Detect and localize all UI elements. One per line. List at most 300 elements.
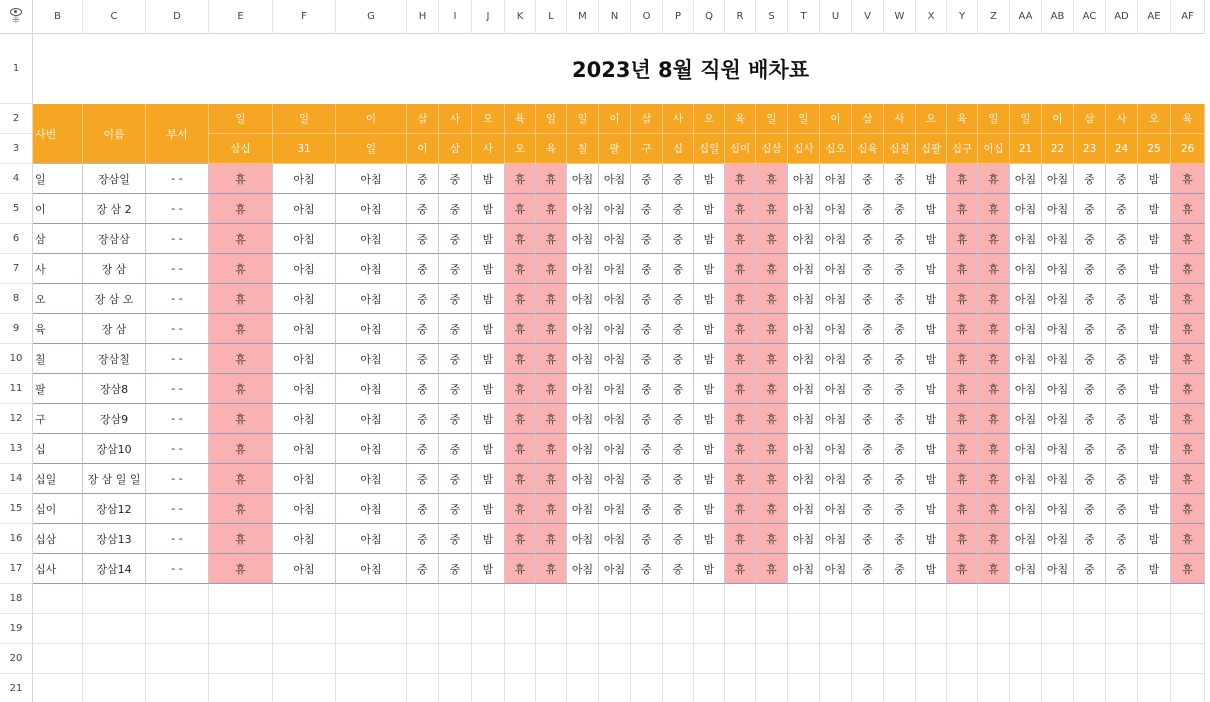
header-date[interactable]: 이십 <box>978 134 1010 164</box>
shift-cell-rest[interactable]: 휴 <box>505 374 536 404</box>
shift-cell[interactable]: 아침 <box>820 554 852 584</box>
shift-cell[interactable]: 중 <box>1106 554 1138 584</box>
empty-cell[interactable] <box>567 644 599 674</box>
employee-name-cell[interactable]: 장 삼 일 일 <box>83 464 146 494</box>
shift-cell[interactable]: 중 <box>852 374 884 404</box>
column-header-V[interactable]: V <box>852 0 884 34</box>
shift-cell[interactable]: 아침 <box>336 524 407 554</box>
shift-cell[interactable]: 아침 <box>788 464 820 494</box>
shift-cell[interactable]: 아침 <box>788 254 820 284</box>
shift-cell[interactable]: 중 <box>852 464 884 494</box>
shift-cell[interactable]: 아침 <box>1010 344 1042 374</box>
shift-cell[interactable]: 아침 <box>273 524 336 554</box>
empty-cell[interactable] <box>209 674 273 702</box>
shift-cell[interactable]: 중 <box>663 434 694 464</box>
shift-cell-rest[interactable]: 휴 <box>947 194 978 224</box>
shift-cell[interactable]: 밤 <box>694 194 725 224</box>
row-header-9[interactable]: 9 <box>0 314 33 344</box>
shift-cell[interactable]: 중 <box>1074 554 1106 584</box>
shift-cell[interactable]: 밤 <box>472 344 505 374</box>
shift-cell[interactable]: 중 <box>631 254 663 284</box>
shift-cell[interactable]: 밤 <box>1138 284 1171 314</box>
header-date[interactable]: 삼 <box>439 134 472 164</box>
header-date[interactable]: 21 <box>1010 134 1042 164</box>
row-header-6[interactable]: 6 <box>0 224 33 254</box>
shift-cell[interactable]: 중 <box>439 224 472 254</box>
shift-cell[interactable]: 밤 <box>916 374 947 404</box>
empty-cell[interactable] <box>916 614 947 644</box>
shift-cell[interactable]: 아침 <box>599 374 631 404</box>
empty-cell[interactable] <box>83 614 146 644</box>
shift-cell[interactable]: 아침 <box>273 284 336 314</box>
row-header-19[interactable]: 19 <box>0 614 33 644</box>
shift-cell[interactable]: 중 <box>663 554 694 584</box>
shift-cell-rest[interactable]: 휴 <box>756 524 788 554</box>
shift-cell[interactable]: 아침 <box>599 224 631 254</box>
shift-cell[interactable]: 아침 <box>820 524 852 554</box>
employee-id-cell[interactable]: 삼 <box>33 224 83 254</box>
shift-cell[interactable]: 아침 <box>273 404 336 434</box>
empty-cell[interactable] <box>663 584 694 614</box>
empty-cell[interactable] <box>536 584 567 614</box>
header-date[interactable]: 26 <box>1171 134 1205 164</box>
shift-cell[interactable]: 아침 <box>336 194 407 224</box>
empty-cell[interactable] <box>756 644 788 674</box>
shift-cell[interactable]: 중 <box>407 314 439 344</box>
shift-cell[interactable]: 중 <box>631 224 663 254</box>
shift-cell-rest[interactable]: 휴 <box>536 344 567 374</box>
shift-cell[interactable]: 중 <box>407 554 439 584</box>
shift-cell[interactable]: 아침 <box>336 494 407 524</box>
shift-cell[interactable]: 중 <box>1074 194 1106 224</box>
header-day-of-week[interactable]: 이 <box>1042 104 1074 134</box>
shift-cell-rest[interactable]: 휴 <box>725 314 756 344</box>
empty-cell[interactable] <box>83 584 146 614</box>
empty-cell[interactable] <box>947 614 978 644</box>
shift-cell[interactable]: 아침 <box>1010 224 1042 254</box>
empty-cell[interactable] <box>631 644 663 674</box>
shift-cell-rest[interactable]: 휴 <box>209 464 273 494</box>
shift-cell[interactable]: 밤 <box>472 284 505 314</box>
empty-cell[interactable] <box>756 584 788 614</box>
shift-cell-rest[interactable]: 휴 <box>725 554 756 584</box>
employee-dept-cell[interactable]: - - <box>146 554 209 584</box>
shift-cell[interactable]: 밤 <box>916 554 947 584</box>
shift-cell[interactable]: 중 <box>631 194 663 224</box>
empty-cell[interactable] <box>788 674 820 702</box>
shift-cell[interactable]: 중 <box>1106 344 1138 374</box>
shift-cell[interactable]: 중 <box>1106 284 1138 314</box>
column-header-W[interactable]: W <box>884 0 916 34</box>
header-date[interactable]: 이 <box>407 134 439 164</box>
shift-cell[interactable]: 아침 <box>599 284 631 314</box>
employee-id-cell[interactable]: 십이 <box>33 494 83 524</box>
shift-cell[interactable]: 중 <box>884 254 916 284</box>
shift-cell[interactable]: 아침 <box>1010 254 1042 284</box>
shift-cell[interactable]: 아침 <box>599 524 631 554</box>
shift-cell[interactable]: 밤 <box>694 314 725 344</box>
shift-cell-rest[interactable]: 휴 <box>725 494 756 524</box>
empty-cell[interactable] <box>820 644 852 674</box>
empty-cell[interactable] <box>788 614 820 644</box>
shift-cell[interactable]: 중 <box>663 374 694 404</box>
shift-cell[interactable]: 중 <box>852 164 884 194</box>
empty-cell[interactable] <box>33 674 83 702</box>
header-day-of-week[interactable]: 사 <box>663 104 694 134</box>
shift-cell[interactable]: 아침 <box>820 404 852 434</box>
shift-cell[interactable]: 밤 <box>472 434 505 464</box>
shift-cell[interactable]: 중 <box>884 434 916 464</box>
shift-cell[interactable]: 아침 <box>336 464 407 494</box>
shift-cell[interactable]: 아침 <box>820 164 852 194</box>
shift-cell-rest[interactable]: 휴 <box>505 254 536 284</box>
employee-name-cell[interactable]: 장삼9 <box>83 404 146 434</box>
employee-id-cell[interactable]: 십일 <box>33 464 83 494</box>
shift-cell-rest[interactable]: 휴 <box>1171 164 1205 194</box>
shift-cell[interactable]: 아침 <box>567 194 599 224</box>
shift-cell[interactable]: 아침 <box>1010 434 1042 464</box>
shift-cell[interactable]: 중 <box>1106 524 1138 554</box>
shift-cell[interactable]: 아침 <box>273 554 336 584</box>
header-date[interactable]: 팔 <box>599 134 631 164</box>
shift-cell[interactable]: 밤 <box>916 344 947 374</box>
empty-cell[interactable] <box>1074 674 1106 702</box>
empty-cell[interactable] <box>505 584 536 614</box>
shift-cell-rest[interactable]: 휴 <box>947 494 978 524</box>
shift-cell[interactable]: 아침 <box>599 464 631 494</box>
shift-cell[interactable]: 중 <box>439 524 472 554</box>
shift-cell-rest[interactable]: 휴 <box>1171 404 1205 434</box>
header-date[interactable]: 십육 <box>852 134 884 164</box>
shift-cell[interactable]: 중 <box>663 464 694 494</box>
empty-cell[interactable] <box>916 674 947 702</box>
shift-cell[interactable]: 중 <box>852 194 884 224</box>
empty-cell[interactable] <box>1106 584 1138 614</box>
shift-cell[interactable]: 아침 <box>1042 404 1074 434</box>
header-date[interactable]: 구 <box>631 134 663 164</box>
shift-cell-rest[interactable]: 휴 <box>725 164 756 194</box>
empty-cell[interactable] <box>852 614 884 644</box>
shift-cell[interactable]: 중 <box>1074 434 1106 464</box>
empty-cell[interactable] <box>472 674 505 702</box>
employee-id-cell[interactable]: 십 <box>33 434 83 464</box>
shift-cell[interactable]: 아침 <box>567 524 599 554</box>
shift-cell-rest[interactable]: 휴 <box>978 224 1010 254</box>
empty-cell[interactable] <box>788 584 820 614</box>
shift-cell[interactable]: 아침 <box>788 314 820 344</box>
shift-cell-rest[interactable]: 휴 <box>505 464 536 494</box>
shift-cell[interactable]: 밤 <box>916 494 947 524</box>
shift-cell[interactable]: 아침 <box>820 284 852 314</box>
header-employee-id[interactable]: 사번 <box>33 104 83 164</box>
shift-cell[interactable]: 아침 <box>1042 194 1074 224</box>
shift-cell-rest[interactable]: 휴 <box>947 344 978 374</box>
shift-cell[interactable]: 아침 <box>567 254 599 284</box>
employee-dept-cell[interactable]: - - <box>146 194 209 224</box>
shift-cell[interactable]: 중 <box>407 164 439 194</box>
shift-cell[interactable]: 밤 <box>1138 524 1171 554</box>
shift-cell-rest[interactable]: 휴 <box>947 404 978 434</box>
shift-cell[interactable]: 중 <box>1074 284 1106 314</box>
row-header-11[interactable]: 11 <box>0 374 33 404</box>
shift-cell[interactable]: 아침 <box>1042 314 1074 344</box>
shift-cell[interactable]: 중 <box>1106 464 1138 494</box>
empty-cell[interactable] <box>209 614 273 644</box>
empty-cell[interactable] <box>852 644 884 674</box>
shift-cell-rest[interactable]: 휴 <box>978 284 1010 314</box>
shift-cell[interactable]: 중 <box>1106 224 1138 254</box>
shift-cell[interactable]: 중 <box>663 524 694 554</box>
shift-cell[interactable]: 밤 <box>916 314 947 344</box>
shift-cell-rest[interactable]: 휴 <box>1171 194 1205 224</box>
empty-cell[interactable] <box>1042 614 1074 644</box>
shift-cell[interactable]: 아침 <box>336 554 407 584</box>
header-day-of-week[interactable]: 이 <box>599 104 631 134</box>
header-date[interactable]: 삼십 <box>209 134 273 164</box>
shift-cell[interactable]: 중 <box>1106 434 1138 464</box>
column-header-O[interactable]: O <box>631 0 663 34</box>
employee-id-cell[interactable]: 십사 <box>33 554 83 584</box>
column-header-S[interactable]: S <box>756 0 788 34</box>
shift-cell-rest[interactable]: 휴 <box>947 524 978 554</box>
shift-cell-rest[interactable]: 휴 <box>978 524 1010 554</box>
column-header-AA[interactable]: AA <box>1010 0 1042 34</box>
shift-cell-rest[interactable]: 휴 <box>536 314 567 344</box>
shift-cell[interactable]: 중 <box>407 344 439 374</box>
shift-cell[interactable]: 밤 <box>694 344 725 374</box>
header-day-of-week[interactable]: 육 <box>1171 104 1205 134</box>
shift-cell[interactable]: 중 <box>1106 314 1138 344</box>
row-header-2[interactable]: 2 <box>0 104 33 134</box>
header-day-of-week[interactable]: 삼 <box>1074 104 1106 134</box>
shift-cell[interactable]: 중 <box>852 494 884 524</box>
shift-cell[interactable]: 아침 <box>1042 554 1074 584</box>
sheet-title[interactable]: 2023년 8월 직원 배차표 <box>33 34 1205 104</box>
shift-cell-rest[interactable]: 휴 <box>1171 524 1205 554</box>
column-header-Q[interactable]: Q <box>694 0 725 34</box>
header-day-of-week[interactable]: 오 <box>1138 104 1171 134</box>
employee-dept-cell[interactable]: - - <box>146 314 209 344</box>
shift-cell[interactable]: 밤 <box>1138 164 1171 194</box>
column-header-M[interactable]: M <box>567 0 599 34</box>
header-date[interactable]: 십삼 <box>756 134 788 164</box>
shift-cell[interactable]: 아침 <box>567 404 599 434</box>
empty-cell[interactable] <box>725 614 756 644</box>
shift-cell[interactable]: 중 <box>407 404 439 434</box>
shift-cell[interactable]: 밤 <box>472 224 505 254</box>
empty-cell[interactable] <box>407 614 439 644</box>
row-header-4[interactable]: 4 <box>0 164 33 194</box>
shift-cell[interactable]: 중 <box>631 464 663 494</box>
empty-cell[interactable] <box>947 584 978 614</box>
shift-cell[interactable]: 아침 <box>1010 494 1042 524</box>
header-date[interactable]: 22 <box>1042 134 1074 164</box>
shift-cell-rest[interactable]: 휴 <box>505 494 536 524</box>
empty-cell[interactable] <box>536 644 567 674</box>
column-header-I[interactable]: I <box>439 0 472 34</box>
shift-cell[interactable]: 중 <box>1074 464 1106 494</box>
header-department[interactable]: 부서 <box>146 104 209 164</box>
column-header-H[interactable]: H <box>407 0 439 34</box>
shift-cell-rest[interactable]: 휴 <box>725 404 756 434</box>
shift-cell[interactable]: 밤 <box>1138 494 1171 524</box>
shift-cell[interactable]: 중 <box>1106 374 1138 404</box>
shift-cell-rest[interactable]: 휴 <box>725 284 756 314</box>
empty-cell[interactable] <box>439 644 472 674</box>
shift-cell[interactable]: 아침 <box>336 254 407 284</box>
shift-cell[interactable]: 중 <box>852 314 884 344</box>
shift-cell-rest[interactable]: 휴 <box>725 344 756 374</box>
empty-cell[interactable] <box>663 674 694 702</box>
shift-cell-rest[interactable]: 휴 <box>947 254 978 284</box>
empty-cell[interactable] <box>83 644 146 674</box>
header-day-of-week[interactable]: 일 <box>978 104 1010 134</box>
empty-cell[interactable] <box>884 644 916 674</box>
shift-cell[interactable]: 아침 <box>599 404 631 434</box>
shift-cell-rest[interactable]: 휴 <box>756 494 788 524</box>
shift-cell[interactable]: 중 <box>663 254 694 284</box>
empty-cell[interactable] <box>1042 674 1074 702</box>
shift-cell[interactable]: 밤 <box>916 164 947 194</box>
empty-cell[interactable] <box>439 584 472 614</box>
shift-cell[interactable]: 밤 <box>694 464 725 494</box>
shift-cell[interactable]: 중 <box>663 164 694 194</box>
employee-dept-cell[interactable]: - - <box>146 224 209 254</box>
shift-cell-rest[interactable]: 휴 <box>756 464 788 494</box>
shift-cell[interactable]: 밤 <box>1138 464 1171 494</box>
shift-cell[interactable]: 아침 <box>273 224 336 254</box>
header-day-of-week[interactable]: 이 <box>336 104 407 134</box>
shift-cell[interactable]: 아침 <box>788 524 820 554</box>
empty-cell[interactable] <box>631 614 663 644</box>
shift-cell[interactable]: 아침 <box>273 164 336 194</box>
column-header-B[interactable]: B <box>33 0 83 34</box>
empty-cell[interactable] <box>472 584 505 614</box>
row-header-5[interactable]: 5 <box>0 194 33 224</box>
employee-dept-cell[interactable]: - - <box>146 434 209 464</box>
shift-cell[interactable]: 아침 <box>1042 524 1074 554</box>
shift-cell[interactable]: 아침 <box>1010 404 1042 434</box>
shift-cell[interactable]: 중 <box>631 434 663 464</box>
shift-cell[interactable]: 중 <box>631 524 663 554</box>
empty-cell[interactable] <box>567 584 599 614</box>
shift-cell-rest[interactable]: 휴 <box>505 554 536 584</box>
shift-cell[interactable]: 밤 <box>916 254 947 284</box>
shift-cell[interactable]: 아침 <box>1010 194 1042 224</box>
empty-cell[interactable] <box>947 644 978 674</box>
empty-cell[interactable] <box>439 614 472 644</box>
shift-cell-rest[interactable]: 휴 <box>209 254 273 284</box>
column-header-J[interactable]: J <box>472 0 505 34</box>
shift-cell-rest[interactable]: 휴 <box>756 554 788 584</box>
shift-cell[interactable]: 아침 <box>273 344 336 374</box>
shift-cell[interactable]: 아침 <box>336 404 407 434</box>
shift-cell[interactable]: 아침 <box>1010 464 1042 494</box>
column-header-AD[interactable]: AD <box>1106 0 1138 34</box>
shift-cell[interactable]: 아침 <box>336 374 407 404</box>
shift-cell-rest[interactable]: 휴 <box>947 374 978 404</box>
shift-cell[interactable]: 아침 <box>1042 494 1074 524</box>
shift-cell-rest[interactable]: 휴 <box>209 434 273 464</box>
employee-dept-cell[interactable]: - - <box>146 254 209 284</box>
shift-cell[interactable]: 밤 <box>694 404 725 434</box>
shift-cell-rest[interactable]: 휴 <box>725 464 756 494</box>
shift-cell-rest[interactable]: 휴 <box>505 524 536 554</box>
column-header-AE[interactable]: AE <box>1138 0 1171 34</box>
shift-cell[interactable]: 아침 <box>1010 314 1042 344</box>
shift-cell-rest[interactable]: 휴 <box>505 284 536 314</box>
shift-cell-rest[interactable]: 휴 <box>978 164 1010 194</box>
shift-cell-rest[interactable]: 휴 <box>756 314 788 344</box>
shift-cell-rest[interactable]: 휴 <box>725 254 756 284</box>
shift-cell-rest[interactable]: 휴 <box>947 554 978 584</box>
empty-cell[interactable] <box>1138 644 1171 674</box>
shift-cell[interactable]: 밤 <box>472 464 505 494</box>
shift-cell[interactable]: 밤 <box>1138 404 1171 434</box>
employee-id-cell[interactable]: 팔 <box>33 374 83 404</box>
empty-cell[interactable] <box>916 584 947 614</box>
shift-cell[interactable]: 밤 <box>694 284 725 314</box>
shift-cell[interactable]: 중 <box>852 254 884 284</box>
shift-cell-rest[interactable]: 휴 <box>756 344 788 374</box>
shift-cell[interactable]: 아침 <box>820 254 852 284</box>
shift-cell-rest[interactable]: 휴 <box>978 434 1010 464</box>
shift-cell[interactable]: 중 <box>663 494 694 524</box>
shift-cell-rest[interactable]: 휴 <box>505 224 536 254</box>
empty-cell[interactable] <box>472 614 505 644</box>
empty-cell[interactable] <box>694 644 725 674</box>
employee-name-cell[interactable]: 장 삼 <box>83 314 146 344</box>
employee-dept-cell[interactable]: - - <box>146 524 209 554</box>
header-day-of-week[interactable]: 육 <box>505 104 536 134</box>
header-date[interactable]: 23 <box>1074 134 1106 164</box>
shift-cell[interactable]: 중 <box>1074 524 1106 554</box>
shift-cell-rest[interactable]: 휴 <box>947 284 978 314</box>
header-day-of-week[interactable]: 삼 <box>407 104 439 134</box>
empty-cell[interactable] <box>978 674 1010 702</box>
shift-cell[interactable]: 중 <box>663 404 694 434</box>
shift-cell[interactable]: 아침 <box>1010 554 1042 584</box>
shift-cell[interactable]: 아침 <box>1010 524 1042 554</box>
column-header-Y[interactable]: Y <box>947 0 978 34</box>
shift-cell[interactable]: 아침 <box>788 554 820 584</box>
empty-cell[interactable] <box>336 674 407 702</box>
shift-cell-rest[interactable]: 휴 <box>536 434 567 464</box>
column-header-P[interactable]: P <box>663 0 694 34</box>
shift-cell-rest[interactable]: 휴 <box>209 524 273 554</box>
shift-cell[interactable]: 밤 <box>916 284 947 314</box>
column-header-F[interactable]: F <box>273 0 336 34</box>
empty-cell[interactable] <box>1074 614 1106 644</box>
shift-cell[interactable]: 중 <box>439 254 472 284</box>
shift-cell[interactable]: 중 <box>884 314 916 344</box>
header-date[interactable]: 십팔 <box>916 134 947 164</box>
shift-cell[interactable]: 중 <box>663 284 694 314</box>
shift-cell-rest[interactable]: 휴 <box>756 224 788 254</box>
row-header-15[interactable]: 15 <box>0 494 33 524</box>
empty-cell[interactable] <box>567 674 599 702</box>
empty-cell[interactable] <box>1010 584 1042 614</box>
shift-cell-rest[interactable]: 휴 <box>209 494 273 524</box>
empty-cell[interactable] <box>1171 644 1205 674</box>
shift-cell[interactable]: 중 <box>631 554 663 584</box>
shift-cell-rest[interactable]: 휴 <box>756 434 788 464</box>
shift-cell-rest[interactable]: 휴 <box>978 314 1010 344</box>
shift-cell[interactable]: 아침 <box>567 314 599 344</box>
shift-cell[interactable]: 중 <box>852 434 884 464</box>
column-header-AC[interactable]: AC <box>1074 0 1106 34</box>
shift-cell[interactable]: 아침 <box>336 284 407 314</box>
